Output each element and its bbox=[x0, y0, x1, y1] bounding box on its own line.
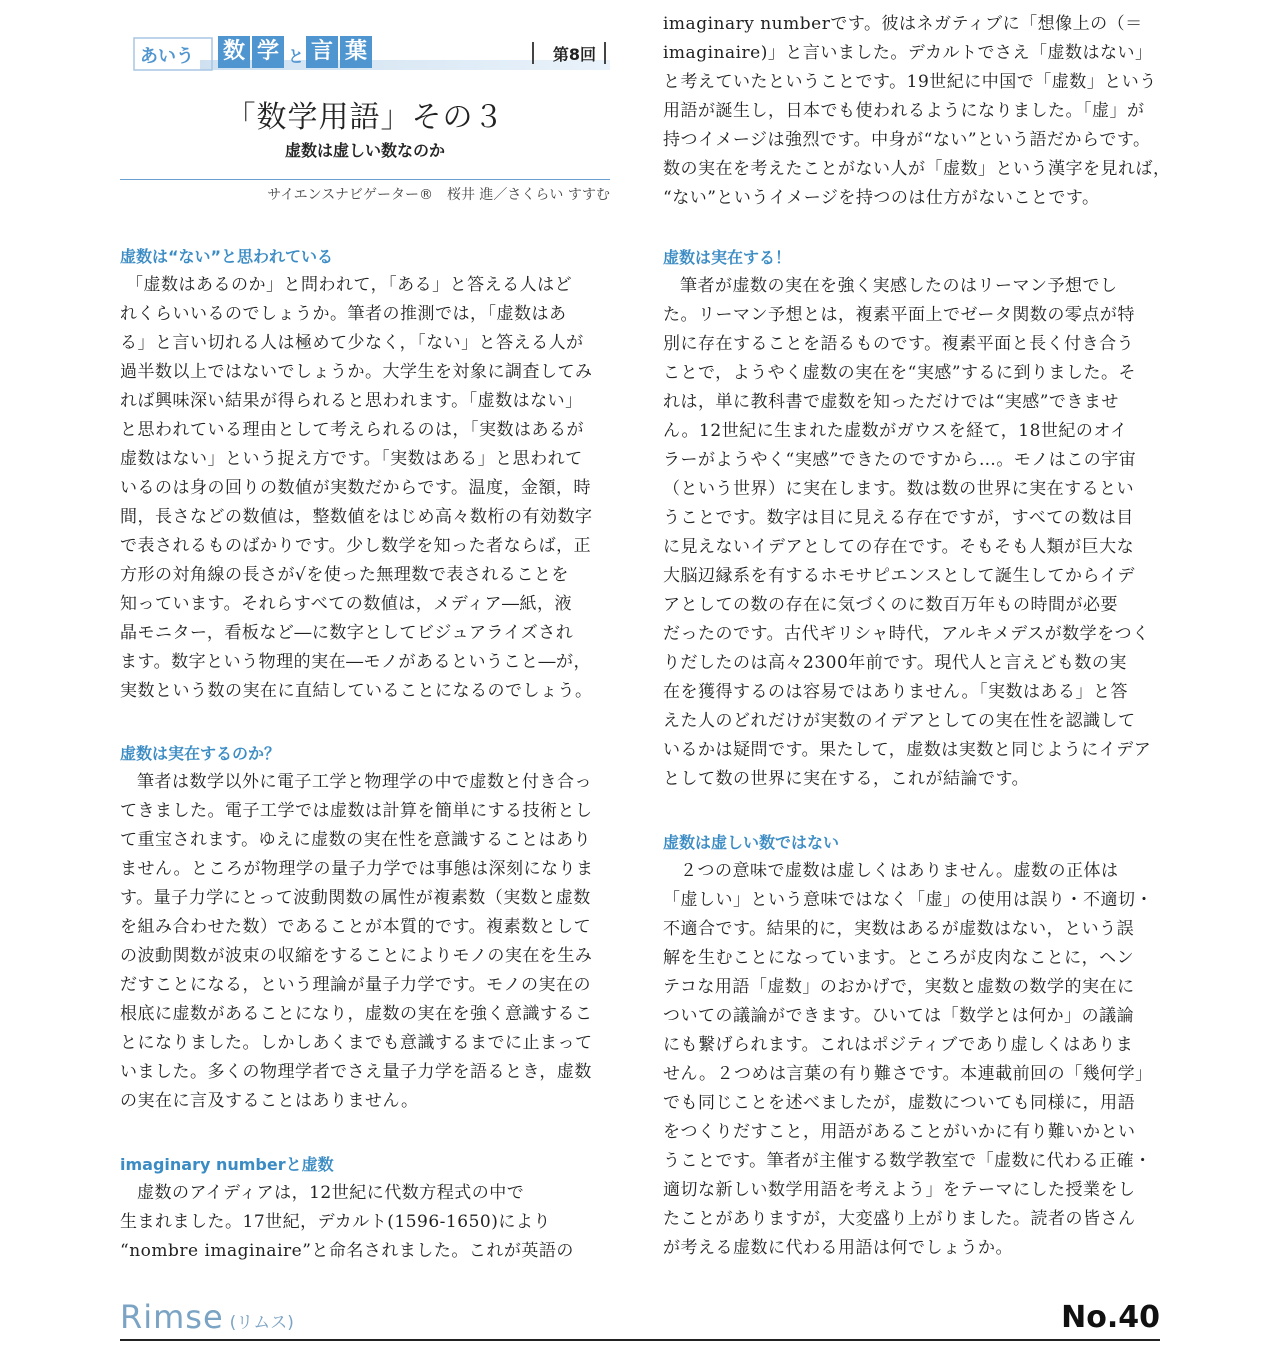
article-header bbox=[120, 28, 610, 208]
article-title: 「数学用語」その３ bbox=[225, 100, 505, 135]
magazine-logo bbox=[120, 1298, 294, 1338]
section-heading: imaginary numberと虚数 bbox=[120, 1155, 334, 1174]
series-logo-icon bbox=[132, 34, 222, 74]
text-line: と考えていたということです。19世紀に中国で「虚数」という bbox=[663, 72, 1157, 92]
text-line: 大脳辺縁系を有するホモサピエンスとして誕生してからイデ bbox=[663, 566, 1135, 586]
text-line: りだしたのは高々2300年前です。現代人と言えども数の実 bbox=[663, 653, 1127, 673]
text-line: が考える虚数に代わる用語は何でしょうか。 bbox=[663, 1238, 1013, 1258]
text-line: 方形の対角線の長さが√を使った無理数で表されることを bbox=[120, 565, 569, 585]
text-line: す。量子力学にとって波動関数の属性が複素数（実数と虚数 bbox=[120, 888, 591, 908]
issue-label: 第8回 bbox=[552, 45, 596, 64]
text-line: てきました。電子工学では虚数は計算を簡単にする技術とし bbox=[120, 801, 593, 821]
text-line: うことです。筆者が主催する数学教室で「虚数に代わる正確・ bbox=[663, 1151, 1152, 1171]
text-line: imaginaire)」と言いました。デカルトでさえ「虚数はない」 bbox=[663, 43, 1153, 63]
text-line: とになりました。しかしあくまでも意識するまでに止まって bbox=[120, 1033, 593, 1053]
text-line: 過半数以上ではないでしょうか。大学生を対象に調査してみ bbox=[120, 362, 593, 382]
text-line: 解を生むことになっています。ところが皮肉なことに，ヘン bbox=[663, 948, 1135, 968]
text-line: 生まれました。17世紀，デカルト(1596-1650)により bbox=[120, 1212, 551, 1232]
issue-bar-right bbox=[604, 42, 606, 64]
series-char-2: 学 bbox=[252, 36, 284, 68]
section-3-continued bbox=[663, 10, 1171, 213]
section-heading: 虚数は虚しい数ではない bbox=[663, 833, 840, 852]
text-line: だったのです。古代ギリシャ時代，アルキメデスが数学をつく bbox=[663, 624, 1150, 644]
text-line: 根底に虚数があることになり，虚数の実在を強く意識するこ bbox=[120, 1004, 593, 1024]
text-line: imaginary numberです。彼はネガティブに「想像上の（＝ bbox=[663, 14, 1143, 34]
text-line: えた人のどれだけが実数のイデアとしての実在性を認識して bbox=[663, 711, 1136, 731]
section-heading: 虚数は“ない”と思われている bbox=[120, 247, 334, 266]
text-line: を組み合わせた数）であることが本質的です。複素数として bbox=[120, 917, 592, 937]
text-line: 不適合です。結果的に，実数はあるが虚数はない，という誤 bbox=[663, 919, 1135, 939]
section-3-start bbox=[120, 1150, 610, 1266]
text-line: ２つの意味で虚数は虚しくはありません。虚数の正体は bbox=[680, 861, 1119, 881]
text-line: いるのは身の回りの数値が実数だからです。温度，金額，時 bbox=[120, 478, 591, 498]
section-5 bbox=[663, 828, 1153, 1263]
text-line: 在を獲得するのは容易ではありません。「実数はある」と答 bbox=[663, 682, 1129, 702]
text-line: として数の世界に実在する，これが結論です。 bbox=[663, 769, 1030, 789]
series-char-1: 数 bbox=[218, 36, 250, 68]
text-line: た。リーマン予想とは，複素平面上でゼータ関数の零点が特 bbox=[663, 305, 1135, 325]
text-line: に見えないイデアとしての存在です。そもそも人類が巨大な bbox=[663, 537, 1135, 557]
text-line: 知っています。それらすべての数値は，メディア―紙，液 bbox=[120, 594, 572, 614]
text-line: ます。数字という物理的実在―モノがあるということ―が， bbox=[120, 652, 591, 672]
text-line: アとしての数の存在に気づくのに数百万年もの時間が必要 bbox=[663, 595, 1118, 615]
text-line: （という世界）に実在します。数は数の世界に実在するとい bbox=[663, 479, 1135, 499]
text-line: ラーがようやく“実感”できたのですから…。モノはこの宇宙 bbox=[663, 450, 1137, 470]
text-line: うことです。数字は目に見える存在ですが，すべての数は目 bbox=[663, 508, 1134, 528]
text-line: をつくりだすこと，用語があることがいかに有り難いかとい bbox=[663, 1122, 1136, 1142]
text-line: と思われている理由として考えられるのは，「実数はあるが bbox=[120, 420, 584, 440]
text-line: “ない”というイメージを持つのは仕方がないことです。 bbox=[663, 188, 1100, 208]
section-2 bbox=[120, 739, 610, 1116]
article-subtitle: 虚数は虚しい数なのか bbox=[284, 141, 445, 160]
text-line: テコな用語「虚数」のおかげで，実数と虚数の数学的実在に bbox=[663, 977, 1135, 997]
text-line: 間，長さなどの数値は，整数値をはじめ高々数桁の有効数字 bbox=[120, 507, 593, 527]
series-char-3: と bbox=[288, 47, 305, 66]
issue-number: No.40 bbox=[1061, 1300, 1160, 1335]
text-line: 「虚数はあるのか」と問われて，「ある」と答える人はど bbox=[126, 275, 573, 295]
text-line: れば興味深い結果が得られると思われます。「虚数はない」 bbox=[120, 391, 583, 411]
text-line: いました。多くの物理学者でさえ量子力学を語るとき，虚数 bbox=[120, 1062, 592, 1082]
text-line: 用語が誕生し，日本でも使われるようになりました。「虚」が bbox=[663, 101, 1145, 121]
text-line: ついての議論ができます。ひいては「数学とは何か」の議論 bbox=[663, 1006, 1135, 1026]
text-line: たことがありますが，大変盛り上がりました。読者の皆さん bbox=[663, 1209, 1136, 1229]
series-logo-text: あいう bbox=[140, 46, 194, 67]
text-line: “nombre imaginaire”と命名されました。これが英語の bbox=[120, 1241, 574, 1261]
text-line: 筆者は数学以外に電子工学と物理学の中で虚数と付き合っ bbox=[137, 772, 592, 792]
text-line: ません。ところが物理学の量子力学では事態は深刻になりま bbox=[120, 859, 594, 879]
text-line: 筆者が虚数の実在を強く実感したのはリーマン予想でし bbox=[680, 276, 1118, 296]
text-line: 別に存在することを語るものです。複素平面と長く付き合う bbox=[663, 334, 1135, 354]
text-line: 「虚しい」という意味ではなく「虚」の使用は誤り・不適切・ bbox=[663, 890, 1153, 910]
text-line: でも同じことを述べましたが，虚数についても同様に，用語 bbox=[663, 1093, 1136, 1113]
text-line: 虚数はない」という捉え方です。「実数はある」と思われて bbox=[120, 449, 583, 469]
section-4 bbox=[663, 243, 1153, 794]
text-line: いるかは疑問です。果たして，虚数は実数と同じようにイデア bbox=[663, 740, 1152, 760]
text-line: 持つイメージは強烈です。中身が“ない”という語だからです。 bbox=[663, 130, 1151, 150]
text-line: 適切な新しい数学用語を考えよう」をテーマにした授業をし bbox=[663, 1180, 1136, 1200]
text-line: 数の実在を考えたことがない人が「虚数」という漢字を見れば， bbox=[663, 159, 1171, 179]
text-line: にも繋げられます。これはポジティブであり虚しくはありま bbox=[663, 1035, 1134, 1055]
title-rule bbox=[120, 179, 610, 180]
section-1 bbox=[120, 242, 610, 706]
text-line: で表されるものばかりです。少し数学を知った者ならば，正 bbox=[120, 536, 592, 556]
text-line: る」と言い切れる人は極めて少なく，「ない」と答える人が bbox=[120, 333, 584, 353]
text-line: せん。２つめは言葉の有り難さです。本連載前回の「幾何学」 bbox=[663, 1064, 1153, 1084]
text-line: れくらいいるのでしょうか。筆者の推測では，「虚数はあ bbox=[120, 304, 567, 324]
text-line: の波動関数が波束の収縮をすることによりモノの実在を生み bbox=[120, 946, 593, 966]
footer-rule bbox=[120, 1339, 1160, 1341]
text-line: 実数という数の実在に直結していることになるのでしょう。 bbox=[120, 681, 593, 701]
text-line: だすことになる，という理論が量子力学です。モノの実在の bbox=[120, 975, 591, 995]
section-heading: 虚数は実在する！ bbox=[663, 248, 792, 267]
issue-bar-left bbox=[532, 42, 534, 64]
text-line: 虚数のアイディアは，12世紀に代数方程式の中で bbox=[137, 1183, 525, 1203]
author-byline: サイエンスナビゲーター® 桜井 進／さくらい すすむ bbox=[267, 187, 610, 203]
magazine-name: Rimse bbox=[120, 1298, 224, 1336]
text-line: て重宝されます。ゆえに虚数の実在性を意識することはあり bbox=[120, 830, 592, 850]
text-line: ことで，ようやく虚数の実在を“実感”するに到りました。そ bbox=[663, 363, 1137, 383]
series-char-5: 葉 bbox=[340, 36, 372, 68]
text-line: 晶モニター，看板など―に数字としてビジュアライズされ bbox=[120, 623, 574, 643]
text-line: れは，単に教科書で虚数を知っただけでは“実感”できませ bbox=[663, 392, 1119, 412]
section-heading: 虚数は実在するのか？ bbox=[120, 744, 281, 763]
text-line: ん。12世紀に生まれた虚数がガウスを経て，18世紀のオイ bbox=[663, 421, 1128, 441]
text-line: の実在に言及することはありません。 bbox=[120, 1091, 419, 1111]
magazine-kana: (リムス) bbox=[229, 1313, 294, 1333]
series-char-4: 言 bbox=[306, 36, 338, 68]
